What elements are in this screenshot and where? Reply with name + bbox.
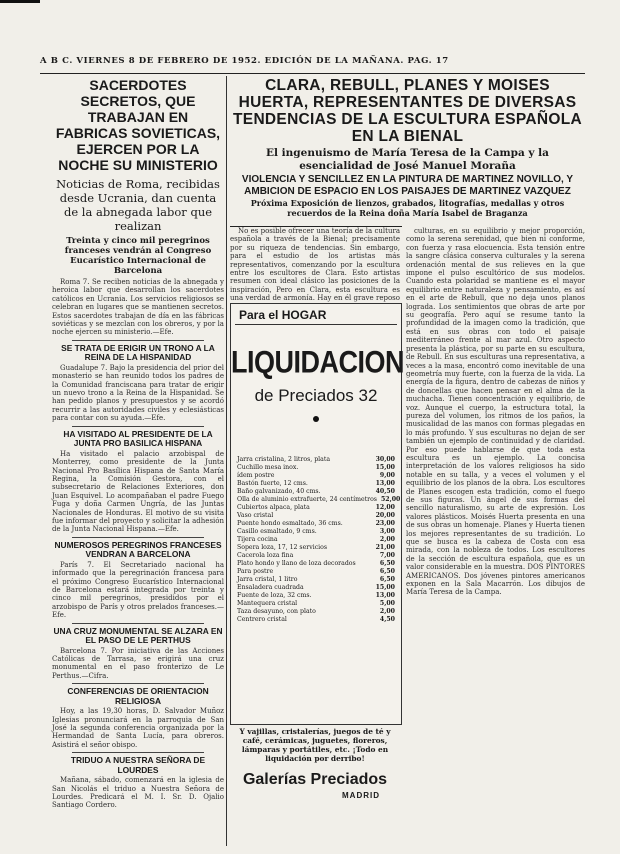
price-item-price: 3,00 [379, 528, 395, 535]
price-item-name: Tijera cocina [237, 536, 278, 543]
price-row [237, 456, 395, 464]
story-sacerdotes: Roma 7. Se reciben noticias de la abnegada y heroica labor que desarrollan los sacerdotes católicos en Ucrania. Los servicios religiosos se celebran en lugares que se mantienen secretos. Estos sacerdotes trabajan de día en las fábricas soviéticas y se mezclan con los obreros, y por la noche ejercen su ministerio.—Efe. [52, 278, 224, 337]
price-item-name: Casillo esmaltado, 9 cms. [237, 528, 317, 535]
price-item-price: 15,00 [375, 584, 395, 591]
price-item-price: 6,50 [379, 560, 395, 567]
price-row [237, 464, 395, 472]
story-trono: Guadalupe 7. Bajo la presidencia del prior del monasterio se han reunido todos los padres de la Comunidad franciscana para tratar de erigir un nuevo trono a la Reina de la Hispanidad. Se han pedido planos y presupuestos y se acordó recurrir a las autoridades civiles y eclesiásticas para contar con su ayuda.—Efe. [52, 363, 224, 423]
price-item-name: Fuente de loza, 32 cms. [237, 592, 312, 599]
store-name: Galerías Preciados [242, 771, 388, 788]
ad-title: LIQUIDACION [231, 344, 404, 380]
price-item-name: Sopera loza, 17, 12 servicios [237, 544, 328, 551]
head-conferencias: CONFERENCIAS DE ORIENTACION RELIGIOSA [67, 686, 209, 706]
price-item-price: 2,00 [379, 608, 395, 615]
price-item-price: 5,00 [379, 600, 395, 607]
head-basilica: HA VISITADO AL PRESIDENTE DE LA JUNTA PRO BASILICA HISPANA [63, 428, 213, 449]
price-item-price: 15,00 [375, 464, 395, 471]
price-item-price: 12,00 [375, 504, 395, 511]
head-cruz: UNA CRUZ MONUMENTAL SE ALZARA EN EL PASO DE LE PERTHUS [53, 625, 223, 646]
price-row [237, 600, 395, 608]
price-row [237, 488, 395, 496]
price-item-price: 40,50 [375, 488, 395, 495]
page-header: A B C. VIERNES 8 DE FEBRERO DE 1952. EDICIÓN DE LA MAÑANA. PAG. 17 [40, 56, 449, 66]
left-subdeck: Treinta y cinco mil peregrinos franceses vendrán al Congreso Eucarístico Internacional de Barcelona [64, 236, 212, 276]
price-list [237, 456, 401, 624]
column-divider [226, 76, 227, 846]
right-column [230, 77, 585, 847]
price-row [237, 592, 395, 600]
header-rule [40, 73, 585, 74]
price-item-price: 7,00 [379, 552, 395, 559]
head-trono: SE TRATA DE ERIGIR UN TRONO A LA REINA DE LA HISPANIDAD [61, 342, 215, 363]
price-item-name: ídem postre [237, 472, 275, 479]
price-item-name: Bastón fuerte, 12 cms. [237, 480, 308, 487]
price-item-name: Jarra cristalina, 2 litros, plata [237, 456, 331, 463]
price-row [237, 576, 395, 584]
price-item-price: 23,00 [375, 520, 395, 527]
price-item-price: 13,00 [375, 592, 395, 599]
price-item-name: Jarra cristal, 1 litro [237, 576, 298, 583]
ad-rule [235, 324, 397, 325]
separator [72, 683, 204, 684]
separator [72, 340, 204, 341]
price-row [237, 496, 401, 504]
separator [72, 752, 204, 753]
story-triduo: Mañana, sábado, comenzará en la iglesia de San Nicolás el triduo a Nuestra Señora de Lourdes. Predicará el M. I. Sr. D. Ojalio Santiago Cordero. [52, 776, 224, 810]
store-city: MADRID [342, 791, 380, 800]
price-item-price: 6,50 [379, 576, 395, 583]
price-item-name: Vaso cristal [237, 512, 274, 519]
ad-top-label: Para el HOGAR [239, 308, 327, 322]
price-item-name: Olla de aluminio extrafuerte, 24 centímetros [237, 496, 377, 503]
price-row [237, 536, 395, 544]
ad-footer-text: Y vajillas, cristalerías, juegos de té y café, cerámicas, juguetes, floreros, lámparas y portátiles, etc. ¡Todo en liquidación por derribo! [239, 727, 391, 763]
price-item-name: Cuchillo mesa inox. [237, 464, 299, 471]
article-text-left: No es posible ofrecer una teoría de la cultura española a través de la Bienal; precisamente por su riqueza de tendencias. Sin embargo, para el estudio de los artistas más representativos, comenzando por la escultura entre los escultores de Clara. Esto artistas resumen con ideal clásico las posiciones de la inspiración, Pero en Clara, esta escultura es una verdad de armonía. Hay en él grave reposo [230, 227, 400, 303]
price-item-name: Cubiertos alpaca, plata [237, 504, 310, 511]
price-row [237, 608, 395, 616]
head-peregrinos: NUMEROSOS PEREGRINOS FRANCESES VENDRAN A BARCELONA [54, 539, 222, 560]
price-row [237, 472, 395, 480]
right-headline: CLARA, REBULL, PLANES Y MOISES HUERTA, REPRESENTANTES DE DIVERSAS TENDENCIAS DE LA ESCULTURA ESPAÑOLA EN LA BIENAL [233, 77, 582, 145]
price-item-name: Cacerola loza fina [237, 552, 294, 559]
price-row [237, 520, 395, 528]
price-item-name: Plato hondo y llano de loza decorados [237, 560, 356, 567]
head-triduo: TRIDUO A NUESTRA SEÑORA DE LOURDES [70, 755, 206, 775]
price-item-price: 13,00 [375, 480, 395, 487]
price-row [237, 568, 395, 576]
story-basilica: Ha visitado el palacio arzobispal de Monterrey, como presidente de la Junta Nacional Pro Basílica Hispana de Santa María Regina, la Comisión Gestora, con el subsecretario de Relaciones Exteriores, don Juan Esquivel. Lo acompañaban el padre Fuego Fuga y doña Carmen Ungría, de las Juntas Nacionales de Honduras. El motivo de su visita fue informar del proyecto y solicitar la adhesión de la Junta Nacional Hispana.—Efe. [52, 449, 224, 534]
right-subhead-2: VIOLENCIA Y SENCILLEZ EN LA PINTURA DE MARTINEZ NOVILLO, Y AMBICION DE ESPACIO EN LOS PAISAJES DE MARTINEZ VAZQUEZ [241, 174, 574, 197]
right-subhead-3: Próxima Exposición de lienzos, grabados, litografías, medallas y otros recuerdos de la Reina doña María Isabel de Braganza [250, 198, 565, 218]
bullet-dot [313, 416, 319, 422]
right-subhead-1: El ingenuismo de María Teresa de la Campa y la esencialidad de José Manuel Moraña [266, 147, 549, 172]
separator [72, 623, 204, 624]
story-cruz: Barcelona 7. Por iniciativa de las Acciones Católicas de Tarrasa, se erigirá una cruz monumental en el paso fronterizo de Le Perthus.—Cifra. [52, 646, 224, 680]
article-text-right: culturas, en su equilibrio y mejor proporción, como la serena serenidad, que bien ni conforme, con fuerza y rasa elocuencia. Esta tensión entre la sangre clásica conserva culturales y la serena ordenación mental de sus relieves en la que impone el pulso escultórico de sus modelos. Cuando esta polaridad se mantiene es el mayor equilibrio entre naturaleza y pensamiento, es así en el arte de Rebull, que no deja unos planos lograda. Los sentimientos que obras de arte por su geografía. Pero aquí se resume tanto la profundidad de la imagen como la tradición, que está en sus obras con todo el paisaje mediterráneo frente al mar azul. Otro aspecto presenta la plástica, por su parte en su escultura, de Rebull. En sus esculturas una representativa, a veces a la masa, encontró como inevitable de una geometría muy fuerte, con la fuerza de la vida. La energía de la figura, dentro de cabezas de niños y de doncellas que hacen pensar en el alma de la muchacha. Tienen concentración y equilibrio, de voz. Aunque el cuerpo, la estructura total, la pureza del volumen, los ritmos de los paños, la musicalidad de las manos con formas plegadas en lo más profundo. Y sus esculturas no dejan de ser también un ejemplo de continuidad y de claridad. Por eso puede hablarse de que toda esta escultura es un ejemplo. La concisa interpretación de los valores religiosos ha sido notable en su talla, y a veces el volumen y el equilibrio de los planos de la obra. Los escultores de Planes escogen esta tradición, como el fuego de sus figuras. Un ángel de sus formas del sencillo naturalismo, su arte de expresión. Los valores plásticos. Moisés Huerta presenta en una de sus obras un homenaje. Planes y Huerta tienen los mejores representantes de su tradición. Lo que se busca es la cabeza de Costa con esa mirada, con la nobleza de todos. Los escultores de la sección de escultura española, que es un valor considerable en la muestra. DOS PINTORES AMERICANOS. Dos jóvenes pintores americanos exponen en la Sala Macarrón. Los dibujos de María Teresa de la Campa. [406, 227, 585, 597]
price-row [237, 584, 395, 592]
article-left-fragment [230, 227, 400, 303]
price-row [237, 528, 395, 536]
price-item-name: Ensaladera cuadrada [237, 584, 304, 591]
price-item-price: 6,50 [379, 568, 395, 575]
price-item-price: 20,00 [375, 512, 395, 519]
left-column [52, 77, 224, 847]
price-item-price: 21,00 [375, 544, 395, 551]
price-item-price: 2,00 [379, 536, 395, 543]
price-item-price: 52,00 [380, 496, 401, 503]
price-item-name: Para postre [237, 568, 274, 575]
price-row [237, 504, 395, 512]
price-item-name: Centrero cristal [237, 616, 287, 623]
article-right-column [406, 227, 585, 847]
price-item-price: 9,00 [379, 472, 395, 479]
price-item-price: 4,50 [379, 616, 395, 623]
story-peregrinos: París 7. El Secretariado nacional ha informado que la peregrinación francesa para el próximo Congreso Eucarístico Internacional de Barcelona estará integrada por treinta y cinco mil peregrinos, presididos por el arzobispo de París y otros prelados franceses.—Efe. [52, 560, 224, 620]
ad-top-border-rule [230, 226, 402, 227]
price-row [237, 512, 395, 520]
price-item-name: Puente hondo esmaltado, 36 cms. [237, 520, 343, 527]
price-row [237, 480, 395, 488]
corner-mark [0, 0, 40, 3]
separator [72, 426, 204, 427]
price-row [237, 616, 395, 624]
left-headline: SACERDOTES SECRETOS, QUE TRABAJAN EN FABRICAS SOVIETICAS, EJERCEN POR LA NOCHE SU MINISTERIO [55, 77, 221, 173]
price-item-name: Baño galvanizado, 40 cms. [237, 488, 321, 495]
ad-footer [230, 727, 400, 847]
price-item-price: 30,00 [375, 456, 395, 463]
advertisement-box [230, 303, 402, 725]
story-conferencias: Hoy, a las 19,30 horas, D. Salvador Muñoz Iglesias pronunciará en la parroquia de San José la segunda conferencia organizada por la Hermandad de Santa Lucía, para obreros. Asistirá el señor obispo. [52, 707, 224, 749]
price-row [237, 552, 395, 560]
price-item-name: Mantequera cristal [237, 600, 298, 607]
ad-subtitle: de Preciados 32 [254, 386, 378, 405]
separator [72, 537, 204, 538]
price-row [237, 560, 395, 568]
price-row [237, 544, 395, 552]
price-item-name: Taza desayuno, con plato [237, 608, 316, 615]
left-deck: Noticias de Roma, recibidas desde Ucrania, dan cuenta de la abnegada labor que realizan [56, 177, 220, 233]
